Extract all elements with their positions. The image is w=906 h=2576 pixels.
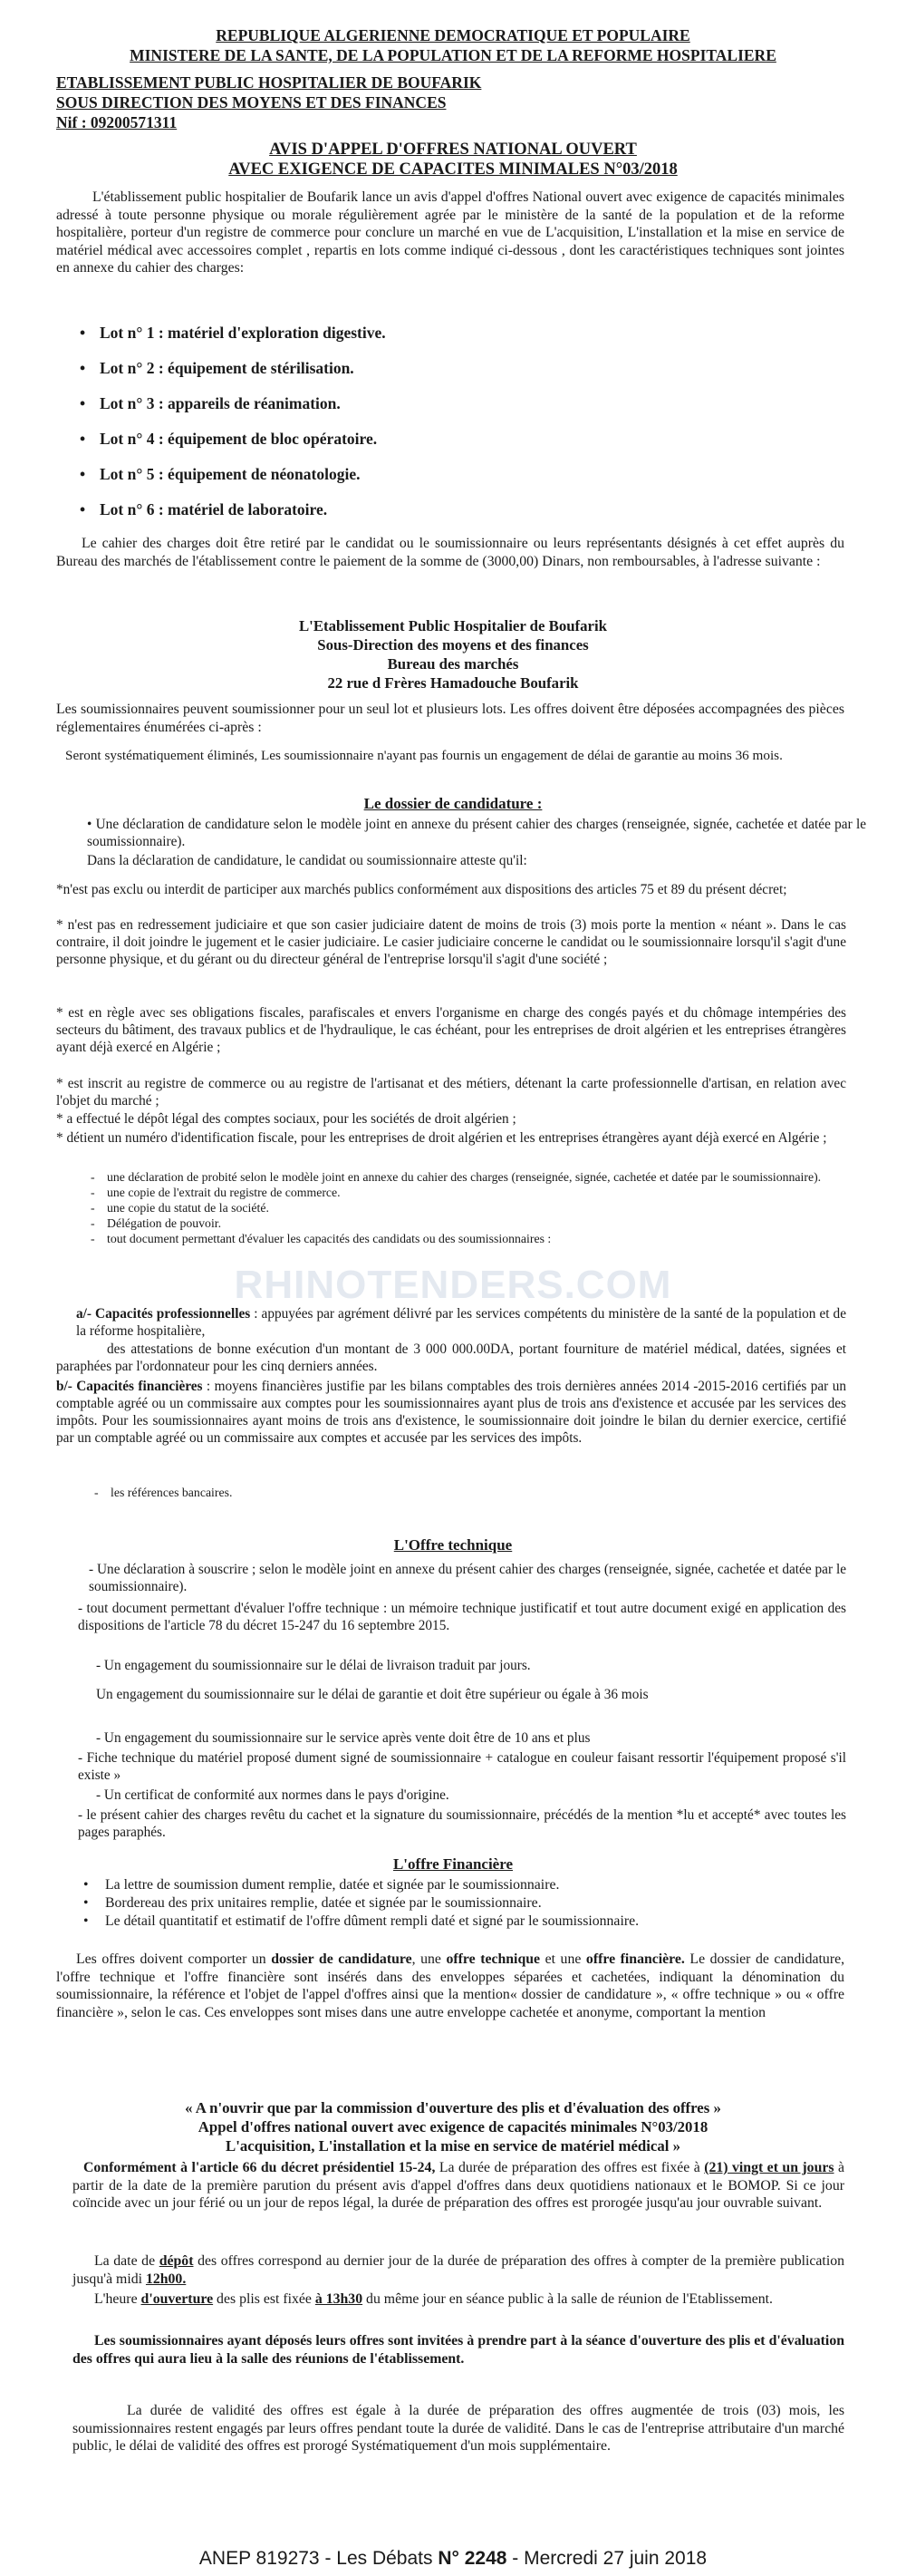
attestation-item: * est inscrit au registre de commerce ou au registre de l'artisanat et des métiers, détenant la carte professionnelle d'artisan, en relation avec l'objet du marché ; bbox=[56, 1076, 846, 1109]
piece-item: - une copie de l'extrait du registre de commerce. bbox=[87, 1185, 848, 1200]
mention-line: Appel d'offres national ouvert avec exigence de capacités minimales N°03/2018 bbox=[198, 2118, 708, 2135]
depot-paragraph bbox=[72, 2252, 844, 2288]
attestation-item: * est en règle avec ses obligations fiscales, parafiscales et envers l'organisme en charge des congés payés et du chômage intempéries des secteurs du bâtiment, des travaux publics et de l'hydraulique, le cas échéant, pour les entreprises de droit algérien et les entreprises étrangères ayant déjà exercé en Algérie ; bbox=[56, 1005, 846, 1055]
text-run: à partir de la date de la première parution du présent avis d'appel d'offres dans deux quotidiens nationaux et le BOMOP. Si ce jour coïncide avec un jour férié ou un jour de repos légal, la durée de préparation des offres est prorogée jusqu'au jour ouvrable suivant. bbox=[72, 2160, 844, 2212]
offre-financiere-item: • La lettre de soumission dument remplie, datée et signée par le soumissionnaire. bbox=[83, 1876, 853, 1894]
piece-item: - tout document permettant d'évaluer les capacités des candidats ou des soumissionnaires : bbox=[87, 1231, 848, 1246]
intro-paragraph: L'établissement public hospitalier de Boufarik lance un avis d'appel d'offres National ouvert avec exigence de capacités minimales adressé à toute personne physique ou morale régulièrement agrée par le ministère de la santé de la population et de la reforme hospitalière, porteur d'un registre de commerce pour conclure un marché en vue de L'acquisition, L'installation et la mise en service de matériel médical avec accessoires complet , repartis en lots comme indiqué ci-dessous , dont les caractéristiques techniques sont jointes en annexe du cahier des charges: bbox=[56, 189, 844, 276]
cahier-paragraph: Le cahier des charges doit être retiré par le candidat ou le soumissionnaire ou leurs représentants désignés à cet effet auprès du Bureau des marchés de l'établissement contre le paiement de la somme de (3000,00) Dinars, non remboursables, à l'adresse suivante : bbox=[56, 536, 844, 569]
text-run: du même jour en séance public à la salle de réunion de l'Etablissement. bbox=[362, 2291, 773, 2307]
lot-item: • Lot n° 6 : matériel de laboratoire. bbox=[80, 499, 841, 535]
declaration-text: Une déclaration de candidature selon le modèle joint en annexe du présent cahier des charges (renseignée, signée, cachetée et datée par le soumissionnaire). bbox=[87, 817, 866, 849]
header-subdirection: SOUS DIRECTION DES MOYENS ET DES FINANCES bbox=[56, 93, 447, 111]
invites-paragraph: Les soumissionnaires ayant déposés leurs offres sont invitées à prendre part à la séance d'ouverture des plis et d'évaluation des offres qui aura lieu à la salle des réunions de l'établissement. bbox=[72, 2333, 844, 2367]
bold-run: dossier de candidature bbox=[271, 1951, 412, 1967]
pieces-list bbox=[87, 1169, 848, 1246]
offre-technique-item: - Un engagement du soumissionnaire sur le service après vente doit être de 10 ans et plus bbox=[96, 1730, 591, 1746]
text-run: des offres correspond au dernier jour de la durée de préparation des offres à compter de la première publication jusqu'à midi bbox=[72, 2253, 845, 2287]
attestation-item: * n'est pas en redressement judiciaire et que son casier judiciaire datent de moins de trois (3) mois porte la mention « néant ». Dans le cas contraire, il doit joindre le jugement et le casier judiciaire. Le casier judiciaire concerne le candidat ou le soumissionnaire lorsqu'il s'agit d'une personne physique, et du gérant ou du directeur général de l'entreprise lorsqu'il s'agit d'une société ; bbox=[56, 917, 846, 967]
cap-pro-text: : appuyées par agrément délivré par les services compétents du ministère de la santé de la population et de la réforme hospitalière, bbox=[76, 1306, 846, 1339]
offre-financiere-item: • Bordereau des prix unitaires remplie, datée et signée par le soumissionnaire. bbox=[83, 1894, 853, 1913]
offre-technique-item: - Un engagement du soumissionnaire sur le délai de livraison traduit par jours. bbox=[96, 1658, 531, 1673]
footer-anep: ANEP 819273 - Les Débats bbox=[198, 2548, 439, 2569]
cap-fin-text: : moyens financières justifie par les bilans comptables des trois dernières années 2014 -2015-2016 certifiés par un comptable agréé ou un commissaire aux comptes pour les soumissionnaires ayant plus de trois ans d'existence et accusée par les services des impôts. Pour les soumissionnaires ayant moins de trois ans d'existence, le soumissionnaire doit joindre le bilan du dernier exercice, certifié par un comptable agréé ou un commissaire aux comptes et accusée par les services des impôts. bbox=[56, 1379, 846, 1446]
attestation-item: * a effectué le dépôt légal des comptes sociaux, pour les sociétés de droit algérien ; bbox=[56, 1111, 516, 1127]
text-run: et une bbox=[540, 1951, 586, 1967]
attestation-item: * détient un numéro d'identification fiscale, pour les entreprises de droit algérien et les entreprises étrangères ayant déjà exercé en Algérie ; bbox=[56, 1130, 827, 1146]
offre-technique-item: - Une déclaration à souscrire ; selon le modèle joint en annexe du présent cahier des charges (renseignée, signée, cachetée et datée par le soumissionnaire). bbox=[89, 1562, 846, 1594]
text-run: des plis est fixée bbox=[213, 2291, 315, 2307]
offre-technique-item: - Fiche technique du matériel proposé dument signé de soumissionnaire + catalogue en couleur faisant ressortir l'équipement proposé s'il existe » bbox=[78, 1750, 846, 1783]
lot-item: • Lot n° 5 : équipement de néonatologie. bbox=[80, 464, 841, 499]
footer-date: - Mercredi 27 juin 2018 bbox=[506, 2548, 708, 2569]
bold-run: Conformément à l'article 66 du décret présidentiel 15-24, bbox=[83, 2160, 436, 2175]
lot-item: • Lot n° 4 : équipement de bloc opératoire. bbox=[80, 429, 841, 464]
header-republic: REPUBLIQUE ALGERIENNE DEMOCRATIQUE ET POPULAIRE bbox=[216, 26, 690, 44]
watermark-logo: RHINOTENDERS.COM bbox=[234, 1263, 672, 1307]
offres-doivent-paragraph bbox=[56, 1951, 844, 2021]
references-item: - les références bancaires. bbox=[91, 1485, 834, 1500]
lot-item: • Lot n° 3 : appareils de réanimation. bbox=[80, 393, 841, 429]
bold-run: d'ouverture bbox=[140, 2291, 214, 2307]
declaration-atteste: Dans la déclaration de candidature, le candidat ou soumissionnaire atteste qu'il: bbox=[87, 853, 527, 868]
piece-item: - Délégation de pouvoir. bbox=[87, 1215, 848, 1231]
offre-technique-item: - le présent cahier des charges revêtu du cachet et la signature du soumissionnaire, précédés de la mention *lu et accepté* avec toutes les pages paraphés. bbox=[78, 1807, 846, 1840]
references-list bbox=[91, 1485, 834, 1500]
address-line: L'Etablissement Public Hospitalier de Boufarik bbox=[298, 617, 607, 634]
capacites-professionnelles bbox=[76, 1305, 846, 1340]
declaration-candidature bbox=[72, 816, 866, 850]
header-nif: Nif : 09200571311 bbox=[56, 113, 178, 131]
ouverture-paragraph bbox=[72, 2290, 844, 2309]
text-run: L'heure bbox=[94, 2291, 141, 2307]
notice-title-line2: AVEC EXIGENCE DE CAPACITES MINIMALES N°03/2018 bbox=[228, 160, 678, 179]
cap-pro-label: a/- Capacités professionnelles bbox=[76, 1306, 251, 1322]
bullet-dot: • bbox=[87, 817, 96, 832]
capacites-financieres bbox=[56, 1378, 846, 1447]
lots-list bbox=[80, 323, 841, 535]
offre-technique-item: Un engagement du soumissionnaire sur le délai de garantie et doit être supérieur ou égale à 36 mois bbox=[96, 1687, 649, 1702]
bold-run: (21) vingt et un jours bbox=[704, 2160, 834, 2175]
mention-line: L'acquisition, L'installation et la mise en service de matériel médical » bbox=[226, 2137, 680, 2155]
lot-item: • Lot n° 2 : équipement de stérilisation. bbox=[80, 358, 841, 393]
header-establishment: ETABLISSEMENT PUBLIC HOSPITALIER DE BOUFARIK bbox=[56, 73, 482, 92]
attestation-item: *n'est pas exclu ou interdit de participer aux marchés publics conformément aux dispositions des articles 75 et 89 du présent décret; bbox=[56, 882, 787, 897]
offre-financiere-list bbox=[83, 1876, 853, 1930]
offre-financiere-item: • Le détail quantitatif et estimatif de l'offre dûment rempli daté et signé par le soumissionnaire. bbox=[83, 1913, 853, 1931]
piece-item: - une copie du statut de la société. bbox=[87, 1200, 848, 1215]
validite-paragraph: La durée de validité des offres est égale à la durée de préparation des offres augmentée de trois (03) mois, les soumissionnaires restent engagés par leurs offres pendant toute la durée de validité. Dans le cas de l'entreprise attributaire d'un marché public, le délai de validité des offres est prorogé Systématiquement d'un mois supplémentaire. bbox=[72, 2403, 844, 2455]
text-run: La durée de préparation des offres est fixée à bbox=[435, 2160, 705, 2175]
address-line: Sous-Direction des moyens et des finances bbox=[317, 636, 589, 654]
eliminated-paragraph: Seront systématiquement éliminés, Les soumissionnaire n'ayant pas fournis un engagement de délai de garantie au moins 36 mois. bbox=[65, 748, 783, 763]
offre-financiere-title: L'offre Financière bbox=[392, 1855, 514, 1873]
publication-footer bbox=[0, 2547, 906, 2571]
offre-technique-item: - tout document permettant d'évaluer l'offre technique : un mémoire technique justificatif et tout autre document exigé en application des dispositions de l'article 78 du décret 15-247 du 16 septembre 2015. bbox=[78, 1601, 846, 1633]
address-line: 22 rue d Frères Hamadouche Boufarik bbox=[327, 674, 579, 692]
delai-paragraph bbox=[72, 2159, 844, 2213]
text-run: Les offres doivent comporter un bbox=[76, 1951, 272, 1967]
bold-run: dépôt bbox=[159, 2253, 194, 2269]
text-run: La date de bbox=[94, 2253, 159, 2269]
lot-item: • Lot n° 1 : matériel d'exploration digestive. bbox=[80, 323, 841, 358]
bold-run: offre financière. bbox=[585, 1951, 685, 1967]
dossier-candidature-title: Le dossier de candidature : bbox=[363, 795, 543, 812]
mention-line: « A n'ouvrir que par la commission d'ouverture des plis et d'évaluation des offres » bbox=[185, 2099, 721, 2116]
attestations-bonne-execution: des attestations de bonne exécution d'un montant de 3 000 000.00DA, portant fourniture de matériel médical, datées, signées et paraphées par l'ordonnateur pour les cinq derniers années. bbox=[56, 1341, 846, 1374]
soumission-paragraph: Les soumissionnaires peuvent soumissionner pour un seul lot et plusieurs lots. Les offres doivent être déposées accompagnées des pièces réglementaires énumérées ci-après : bbox=[56, 702, 844, 735]
notice-title-line1: AVIS D'APPEL D'OFFRES NATIONAL OUVERT bbox=[269, 140, 637, 159]
offre-technique-item: - Un certificat de conformité aux normes dans le pays d'origine. bbox=[96, 1787, 449, 1803]
header-ministry: MINISTERE DE LA SANTE, DE LA POPULATION ET DE LA REFORME HOSPITALIERE bbox=[130, 46, 776, 64]
text-run: Le dossier de candidature, l'offre technique et l'offre financière sont insérés dans des enveloppes séparées et cachetées, indiquant la dénomination du soumissionnaire, la référence et l'objet de l'appel d'offres ainsi que la mention« dossier de candidature », « offre technique » ou « offre financière », selon le cas. Ces enveloppes sont mises dans une autre enveloppe cachetée et anonyme, comportant la mention bbox=[56, 1951, 845, 2020]
piece-item: - une déclaration de probité selon le modèle joint en annexe du cahier des charges (renseignée, signée, cachetée et datée par le soumissionnaire). bbox=[87, 1169, 848, 1185]
cap-fin-label: b/- Capacités financières bbox=[56, 1379, 203, 1394]
bold-run: à 13h30 bbox=[314, 2291, 363, 2307]
bold-run: 12h00. bbox=[145, 2271, 187, 2287]
offre-technique-title: L'Offre technique bbox=[393, 1536, 513, 1554]
bold-run: offre technique bbox=[446, 1951, 541, 1967]
address-line: Bureau des marchés bbox=[387, 655, 519, 673]
text-run: , une bbox=[411, 1951, 447, 1967]
footer-issue-number: N° 2248 bbox=[438, 2548, 507, 2569]
